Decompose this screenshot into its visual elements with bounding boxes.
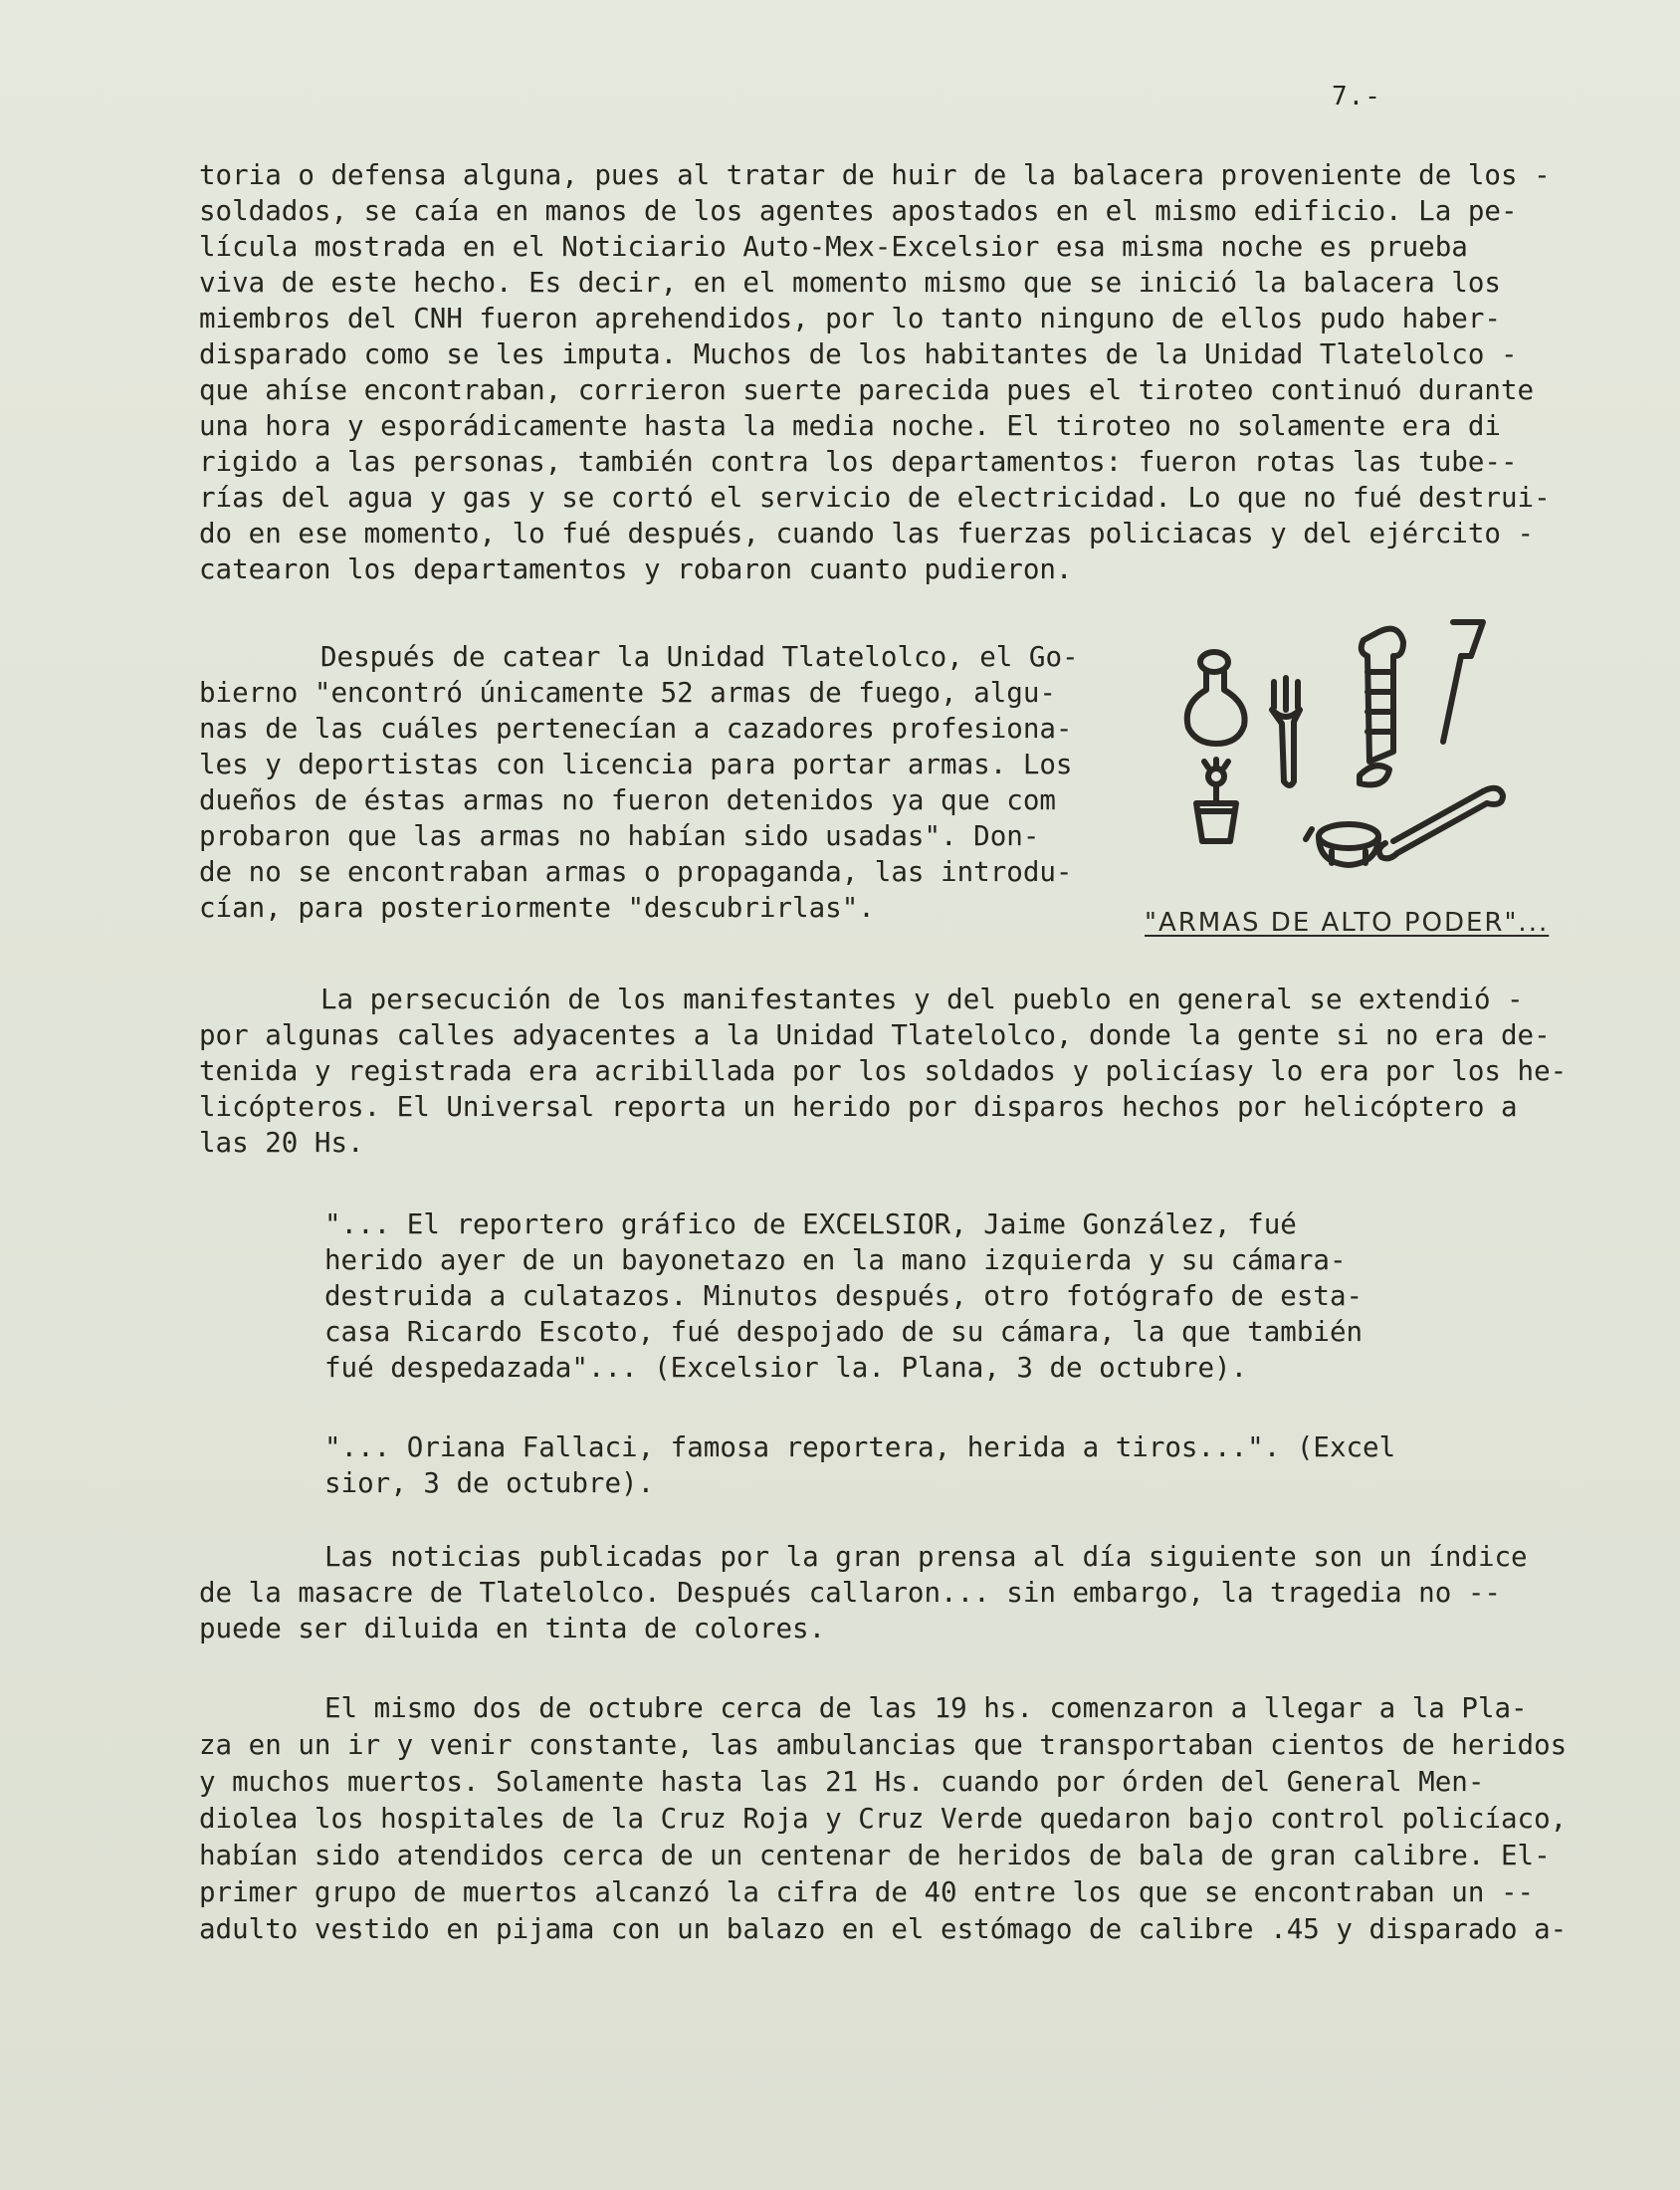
handle-tool-icon [1360, 629, 1403, 785]
text-line: "... El reportero gráfico de EXCELSIOR, Jaime González, fué [324, 1208, 1297, 1240]
text-line: nas de las cuáles pertenecían a cazadores profesiona- [199, 713, 1073, 745]
text-line: soldados, se caía en manos de los agentes apostados en el mismo edificio. La pe- [199, 195, 1518, 227]
text-line: sior, 3 de octubre). [324, 1467, 655, 1499]
weapons-drawing [1155, 612, 1533, 886]
fork-icon [1272, 678, 1300, 785]
text-line: dueños de éstas armas no fueron detenidos ya que com [199, 784, 1056, 816]
text-line: rigido a las personas, también contra los departamentos: fueron rotas las tube-- [199, 446, 1518, 478]
text-line: Después de catear la Unidad Tlatelolco, el Go- [320, 641, 1079, 673]
text-line: lícula mostrada en el Noticiario Auto-Mex-Excelsior esa misma noche es prueba [199, 231, 1468, 263]
text-line: diolea los hospitales de la Cruz Roja y Cruz Verde quedaron bajo control policíaco, [199, 1803, 1568, 1835]
text-line: y muchos muertos. Solamente hasta las 21 Hs. cuando por órden del General Men- [199, 1766, 1485, 1798]
text-line: herido ayer de un bayonetazo en la mano izquierda y su cámara- [324, 1244, 1347, 1276]
text-line: tenida y registrada era acribillada por los soldados y policíasy lo era por los he- [199, 1055, 1568, 1087]
text-line: primer grupo de muertos alcanzó la cifra de 40 entre los que se encontraban un -- [199, 1876, 1535, 1908]
text-line: za en un ir y venir constante, las ambulancias que transportaban cientos de heridos [199, 1729, 1568, 1761]
text-line: catearon los departamentos y robaron cuanto pudieron. [199, 553, 1073, 585]
text-line: destruida a culatazos. Minutos después, otro fotógrafo de esta- [324, 1280, 1364, 1312]
drawing-caption: "ARMAS DE ALTO PODER"... [1145, 908, 1550, 938]
text-line: fué despedazada"... (Excelsior la. Plana, 3 de octubre). [324, 1352, 1248, 1384]
text-line: rías del agua y gas y se cortó el servicio de electricidad. Lo que no fué destrui- [199, 482, 1551, 514]
text-line: disparado como se les imputa. Muchos de los habitantes de la Unidad Tlatelolco - [199, 338, 1518, 370]
text-line: una hora y esporádicamente hasta la media noche. El tiroteo no solamente era di [199, 410, 1501, 442]
text-line: puede ser diluida en tinta de colores. [199, 1613, 826, 1644]
text-line: bierno "encontró únicamente 52 armas de fuego, algu- [199, 677, 1056, 709]
text-line: que ahíse encontraban, corrieron suerte parecida pues el tiroteo continuó durante [199, 374, 1535, 406]
text-line: "... Oriana Fallaci, famosa reportera, herida a tiros...". (Excel [324, 1431, 1396, 1463]
text-line: licópteros. El Universal reporta un herido por disparos hechos por helicóptero a [199, 1091, 1518, 1123]
text-line: de no se encontraban armas o propaganda, las introdu- [199, 856, 1073, 888]
flower-pot-icon [1196, 760, 1236, 841]
flask-icon [1187, 652, 1245, 744]
rolling-pin-icon [1379, 788, 1503, 859]
text-line: por algunas calles adyacentes a la Unidad Tlatelolco, donde la gente si no era de- [199, 1019, 1551, 1051]
text-line: adulto vestido en pijama con un balazo en el estómago de calibre .45 y disparado a- [199, 1913, 1568, 1945]
weapons-illustration [1155, 612, 1533, 886]
text-line: cían, para posteriormente "descubrirlas". [199, 892, 875, 924]
text-line: miembros del CNH fueron aprehendidos, por lo tanto ninguno de ellos pudo haber- [199, 303, 1501, 334]
text-line: El mismo dos de octubre cerca de las 19 hs. comenzaron a llegar a la Pla- [324, 1692, 1528, 1724]
text-line: probaron que las armas no habían sido usadas". Don- [199, 820, 1040, 852]
text-line: toria o defensa alguna, pues al tratar de huir de la balacera proveniente de los - [199, 159, 1551, 191]
text-line: do en ese momento, lo fué después, cuando las fuerzas policiacas y del ejército - [199, 518, 1535, 549]
text-line: casa Ricardo Escoto, fué despojado de su cámara, la que también [324, 1316, 1364, 1348]
text-line: La persecución de los manifestantes y del pueblo en general se extendió - [320, 984, 1524, 1015]
text-line: viva de este hecho. Es decir, en el momento mismo que se inició la balacera los [199, 267, 1501, 299]
text-line: habían sido atendidos cerca de un centenar de heridos de bala de gran calibre. El- [199, 1840, 1551, 1871]
page-number: 7.- [1332, 82, 1381, 111]
text-line: Las noticias publicadas por la gran prensa al día siguiente son un índice [324, 1541, 1528, 1573]
bowl-icon [1306, 824, 1378, 865]
text-line: les y deportistas con licencia para portar armas. Los [199, 749, 1073, 780]
axe-icon [1443, 622, 1483, 742]
text-line: las 20 Hs. [199, 1127, 364, 1159]
text-line: de la masacre de Tlatelolco. Después callaron... sin embargo, la tragedia no -- [199, 1577, 1501, 1609]
